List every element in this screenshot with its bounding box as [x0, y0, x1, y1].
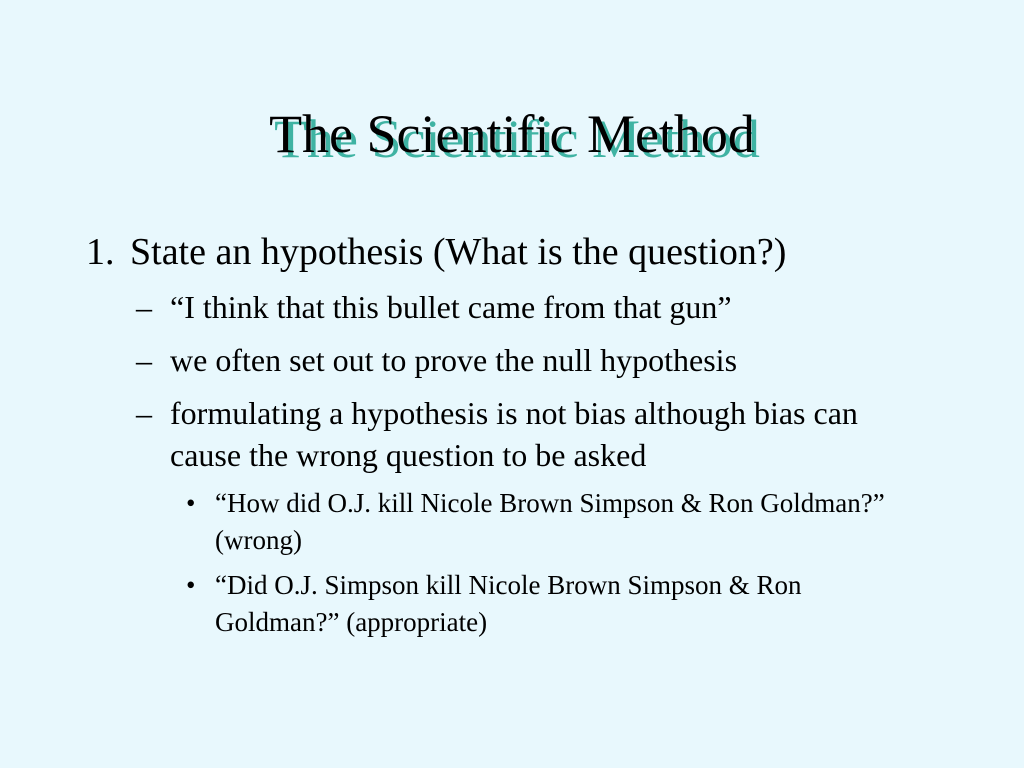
item-number: 1.: [86, 231, 115, 273]
sub-sub-item-text: “Did O.J. Simpson kill Nicole Brown Simpson & Ron Goldman?” (appropriate): [215, 570, 802, 637]
dash-marker: –: [136, 289, 152, 325]
bullet-marker: •: [186, 570, 196, 600]
slide-title: The Scientific Method: [269, 104, 755, 164]
sub-sub-item-text: “How did O.J. kill Nicole Brown Simpson & Ron Goldman?” (wrong): [215, 488, 885, 555]
item-text: State an hypothesis (What is the question?): [130, 231, 787, 273]
sub-item-text: “I think that this bullet came from that gun”: [170, 289, 732, 325]
bullet-marker: •: [186, 488, 196, 518]
sub-sub-item: [186, 567, 905, 641]
dash-marker: –: [136, 342, 152, 378]
sub-sub-item: [186, 485, 905, 559]
sub-item-text: formulating a hypothesis is not bias although bias can cause the wrong question to be asked: [170, 395, 858, 473]
sub-item-text: we often set out to prove the null hypothesis: [170, 342, 738, 378]
sub-item: [136, 392, 900, 476]
sub-item: [136, 339, 930, 381]
numbered-item-1: [86, 229, 786, 275]
sub-item: [136, 286, 930, 328]
dash-marker: –: [136, 395, 152, 431]
